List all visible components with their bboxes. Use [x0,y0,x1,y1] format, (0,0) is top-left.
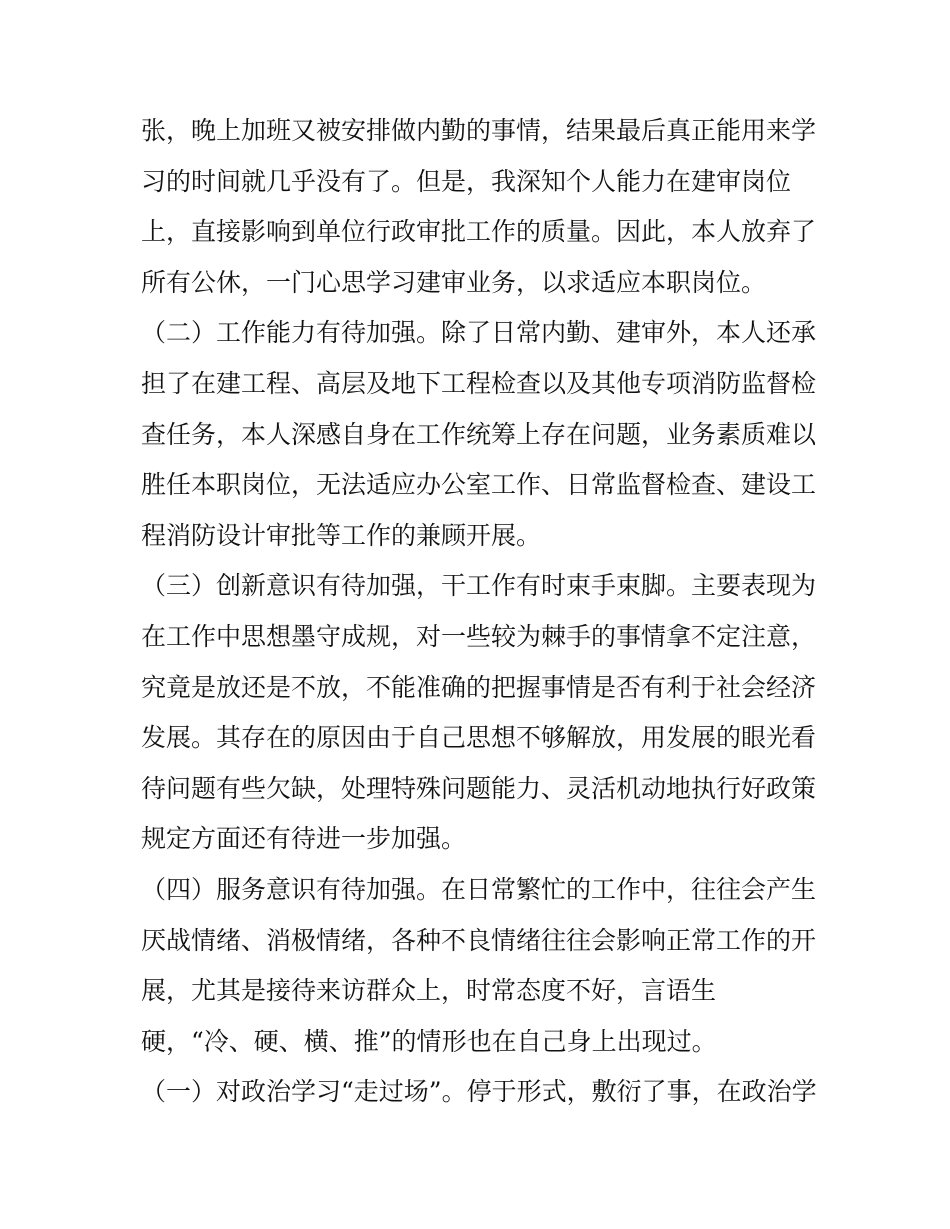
text-line: 待问题有些欠缺，处理特殊问题能力、灵活机动地执行好政策 [141,773,817,803]
text-line: 展，尤其是接待来访群众上，时常态度不好，言语生 [141,976,717,1006]
text-line: 担了在建工程、高层及地下工程检查以及其他专项消防监督检 [141,368,817,398]
text-line: 上，直接影响到单位行政审批工作的质量。因此，本人放弃了 [141,217,817,247]
text-line: （二）工作能力有待加强。除了日常内勤、建审外，本人还承 [141,318,817,348]
text-line: 程消防设计审批等工作的兼顾开展。 [141,520,542,550]
text-line: 发展。其存在的原因由于自己思想不够解放，用发展的眼光看 [141,723,817,753]
text-line: 张，晚上加班又被安排做内勤的事情，结果最后真正能用来学 [141,116,817,145]
text-line: 查任务，本人深感自身在工作统筹上存在问题，业务素质难以 [141,419,817,449]
text-line: 究竟是放还是不放，不能准确的把握事情是否有利于社会经济 [141,672,817,702]
text-line: 所有公休，一门心思学习建审业务，以求适应本职岗位。 [141,267,767,297]
text-line: 习的时间就几乎没有了。但是，我深知个人能力在建审岗位 [141,166,792,196]
text-line: （四）服务意识有待加强。在日常繁忙的工作中，往往会产生 [141,874,817,904]
text-line: （一）对政治学习“走过场”。停于形式，敷衍了事，在政治学 [141,1077,817,1107]
text-line: 厌战情绪、消极情绪，各种不良情绪往往会影响正常工作的开 [141,925,817,955]
text-line: 规定方面还有待进一步加强。 [141,824,467,854]
body-text [141,106,821,1118]
text-line: 硬，“冷、硬、横、推”的情形也在自己身上出现过。 [141,1026,717,1056]
text-line: （三）创新意识有待加强，干工作有时束手束脚。主要表现为 [141,571,817,601]
text-line: 胜任本职岗位，无法适应办公室工作、日常监督检查、建设工 [141,470,817,500]
text-line: 在工作中思想墨守成规，对一些较为棘手的事情拿不定注意， [141,621,817,651]
